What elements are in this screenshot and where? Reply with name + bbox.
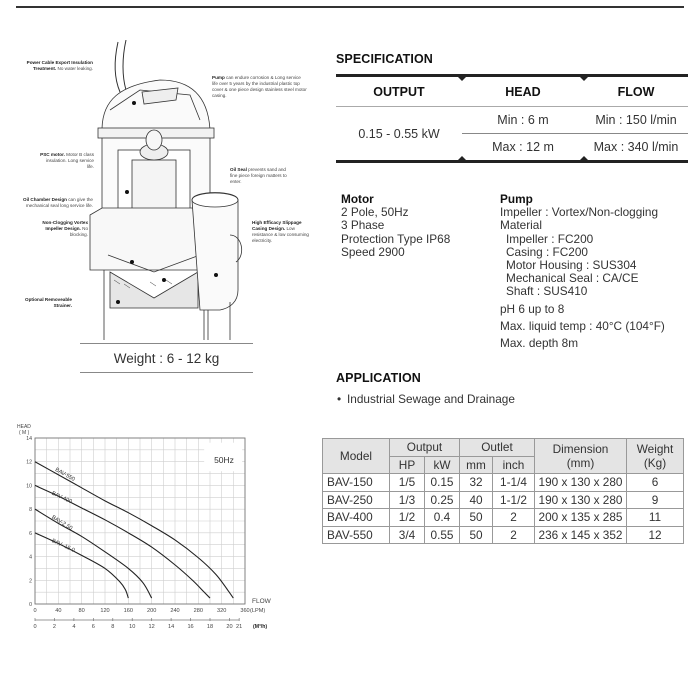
x-tick-label: 360 <box>240 608 250 614</box>
annotation-power-cable <box>10 60 93 72</box>
table-row <box>323 526 684 544</box>
header-outlet: Outlet <box>460 439 535 457</box>
x-tick-label: 320 <box>216 608 227 614</box>
curve-bav-550 <box>35 462 233 598</box>
x2-tick-label: 0 <box>33 624 37 630</box>
annotation-bold: High Efficacy Slippage Casing Design. <box>252 220 302 231</box>
spec-body-row <box>336 107 688 160</box>
header-model: Model <box>323 439 390 474</box>
annotation-text: No water leaking. <box>56 66 93 71</box>
annotation-bold: Non-Clogging Vortex Impeller Design. <box>42 220 88 231</box>
motor-line: 2 Pole, 50Hz <box>341 205 409 220</box>
pump-max-temp: Max. liquid temp : 40°C (104°F) <box>500 318 665 333</box>
application-item-text: Industrial Sewage and Drainage <box>347 392 515 406</box>
performance-curve-chart <box>0 418 290 643</box>
pump-title: Pump <box>500 192 533 206</box>
annotation-bold: Oil Seal <box>230 167 247 172</box>
motor-title: Motor <box>341 192 374 206</box>
series-label: BAV- 15 0 <box>50 538 76 554</box>
x-tick-label: 280 <box>193 608 204 614</box>
x2-tick-label: 4 <box>72 624 76 630</box>
header-weight-label: Weight <box>636 442 674 456</box>
cell-dimension: 190 x 130 x 280 <box>535 491 627 509</box>
callout-dot <box>130 260 134 264</box>
specification-table <box>336 74 688 163</box>
annotation-text: can give the mechanical seal long service life. <box>25 197 93 208</box>
x2-tick-label: 14 <box>167 624 175 630</box>
x2-tick-label: 2 <box>52 624 57 630</box>
x-tick-label: 0 <box>33 608 37 614</box>
spec-header-output: OUTPUT <box>373 84 425 99</box>
y-axis-label: HEAD <box>17 424 31 430</box>
cell-hp: 1/3 <box>390 491 425 509</box>
annotation-psc-motor <box>40 152 94 170</box>
cell-dimension: 200 x 135 x 285 <box>535 509 627 527</box>
application-item <box>337 392 515 406</box>
x-tick-label: 40 <box>55 608 62 614</box>
x-tick-label: 240 <box>170 608 180 614</box>
y-tick-label: 6 <box>29 530 32 537</box>
table-row <box>323 491 684 509</box>
y-tick-label: 10 <box>26 483 32 490</box>
y-tick-label: 2 <box>29 578 32 585</box>
header-hp: HP <box>390 456 425 474</box>
header-inch: inch <box>493 456 535 474</box>
annotation-text: prevents sand and fine piece foreign matters to enter. <box>230 167 287 184</box>
motor-rotor <box>132 160 176 215</box>
spec-flow-min: Min : 150 l/min <box>595 113 677 127</box>
y-tick-label: 4 <box>29 554 32 561</box>
motor-line: Speed 2900 <box>341 244 405 259</box>
pump-max-depth: Max. depth 8m <box>500 336 579 351</box>
series-label: BAV-2 50 <box>50 514 74 532</box>
x2-tick-label: 16 <box>187 624 194 630</box>
x-axis-label: FLOW <box>252 598 271 605</box>
cell-dimension: 190 x 130 x 280 <box>535 474 627 492</box>
annotation-text: No blocking. <box>69 226 88 237</box>
table-row <box>323 509 684 527</box>
cell-hp: 1/5 <box>390 474 425 492</box>
x2-tick-label: 12 <box>148 624 155 630</box>
cell-inch: 1-1/2 <box>493 491 535 509</box>
cell-weight: 11 <box>627 509 684 527</box>
series-label: BAV-400 <box>50 490 73 506</box>
cell-mm: 50 <box>460 526 493 544</box>
chart-title: 50Hz <box>214 454 234 465</box>
motor-section <box>341 193 450 259</box>
cell-mm: 32 <box>460 474 493 492</box>
x2-tick-label: 21 <box>236 624 243 630</box>
strainer <box>110 272 198 308</box>
annotation-oil-chamber <box>16 197 93 209</box>
y-tick-label: 0 <box>29 602 32 608</box>
pump-material: Mechanical Seal : CA/CE <box>506 271 639 286</box>
cell-model: BAV-150 <box>323 474 390 492</box>
cell-weight: 6 <box>627 474 684 492</box>
motor-line: Protection Type IP68 <box>341 231 451 246</box>
pump-material-label: Material <box>500 218 542 233</box>
x2-tick-label: 6 <box>91 624 95 630</box>
annotation-bold: Optional Removeable Strainer. <box>25 297 72 308</box>
spec-head-min: Min : 6 m <box>497 113 549 127</box>
callout-dot <box>125 190 129 194</box>
y-tick-label: 12 <box>26 459 32 466</box>
header-mm: mm <box>460 456 493 474</box>
cell-mm: 50 <box>460 509 493 527</box>
annotation-strainer <box>10 297 72 309</box>
chart-series <box>35 462 233 598</box>
spec-header-flow: FLOW <box>617 84 655 99</box>
power-cable <box>115 42 120 92</box>
annotation-bold: Power Cable Export Insulation Treatment. <box>26 60 93 71</box>
cell-model: BAV-400 <box>323 509 390 527</box>
x2-tick-label: 20 <box>226 624 233 630</box>
spec-bottom-rule <box>336 160 688 163</box>
cell-hp: 3/4 <box>390 526 425 544</box>
cell-hp: 1/2 <box>390 509 425 527</box>
pump-section <box>500 193 665 350</box>
pump-impeller-type: Impeller : Vortex/Non-clogging <box>500 205 659 220</box>
cell-inch: 2 <box>493 509 535 527</box>
specification-title: SPECIFICATION <box>336 52 433 66</box>
x2-tick-label: 8 <box>111 624 115 630</box>
cell-dimension: 236 x 145 x 352 <box>535 526 627 544</box>
pump-material: Impeller : FC200 <box>506 231 594 246</box>
cell-kw: 0.15 <box>425 474 460 492</box>
spec-flow-max: Max : 340 l/min <box>593 140 679 154</box>
annotation-casing <box>252 220 312 244</box>
weight-range: Weight : 6 - 12 kg <box>80 343 253 373</box>
top-rule <box>16 6 684 8</box>
x2-axis-unit: (M³/h) <box>253 624 268 630</box>
cell-weight: 9 <box>627 491 684 509</box>
spec-head-max: Max : 12 m <box>492 140 554 154</box>
annotation-oil-seal <box>230 167 292 185</box>
x2-tick-label: 18 <box>206 624 214 630</box>
header-weight-unit: (Kg) <box>643 456 667 470</box>
header-dimension-unit: (mm) <box>566 456 595 470</box>
motor-line: 3 Phase <box>341 218 385 233</box>
annotation-text: Low resistance & low consuming electricity. <box>252 226 309 243</box>
cell-model: BAV-550 <box>323 526 390 544</box>
table-row <box>323 474 684 492</box>
cell-kw: 0.55 <box>425 526 460 544</box>
spec-header-head: HEAD <box>505 84 541 99</box>
series-label: BAV-550 <box>53 467 76 483</box>
pump-material: Motor Housing : SUS304 <box>506 258 637 273</box>
header-weight <box>627 439 684 474</box>
cell-inch: 1-1/4 <box>493 474 535 492</box>
annotation-bold: Pump <box>212 75 225 80</box>
spec-header-row <box>336 77 688 107</box>
callout-dot <box>132 101 136 105</box>
header-output: Output <box>390 439 460 457</box>
x-axis-unit: (LPM) <box>250 608 266 614</box>
annotation-bold: Oil Chamber Design <box>23 197 67 202</box>
cell-weight: 12 <box>627 526 684 544</box>
bullet-icon: • <box>337 392 342 406</box>
cell-inch: 2 <box>493 526 535 544</box>
annotation-impeller <box>28 220 88 238</box>
x-tick-label: 120 <box>100 608 110 614</box>
pump-ph: pH 6 up to 8 <box>500 301 565 316</box>
cell-kw: 0.25 <box>425 491 460 509</box>
cell-mm: 40 <box>460 491 493 509</box>
x-tick-label: 200 <box>146 608 157 614</box>
callout-dot <box>214 273 218 277</box>
model-table <box>322 438 684 544</box>
annotation-text: can endure corrosion & Long service life over 5 years by the industrial plastic top cover & one piece design stainless steel motor casing. <box>212 75 307 98</box>
callout-dot <box>162 278 166 282</box>
cell-kw: 0.4 <box>425 509 460 527</box>
pump-material: Casing : FC200 <box>506 244 588 259</box>
y-tick-label: 8 <box>29 507 32 514</box>
header-dimension <box>535 439 627 474</box>
spec-output-value: 0.15 - 0.55 kW <box>358 126 440 141</box>
x-tick-label: 80 <box>78 608 85 614</box>
pump-material: Shaft : SUS410 <box>506 284 588 299</box>
volute-casing <box>192 193 238 311</box>
annotation-pump <box>212 75 307 99</box>
y-axis-unit: ( M ) <box>19 430 30 436</box>
header-dimension-label: Dimension <box>552 442 609 456</box>
cell-model: BAV-250 <box>323 491 390 509</box>
callout-dot <box>116 300 120 304</box>
application-title: APPLICATION <box>336 371 421 385</box>
y-tick-label: 14 <box>26 436 32 442</box>
annotation-text: Motor B class insulation. Long service life. <box>45 152 94 169</box>
x2-tick-label: 10 <box>129 624 136 630</box>
x-tick-label: 160 <box>123 608 134 614</box>
spec-top-rule <box>336 74 688 77</box>
header-kw: kW <box>425 456 460 474</box>
annotation-bold: PSC motor. <box>40 152 65 157</box>
